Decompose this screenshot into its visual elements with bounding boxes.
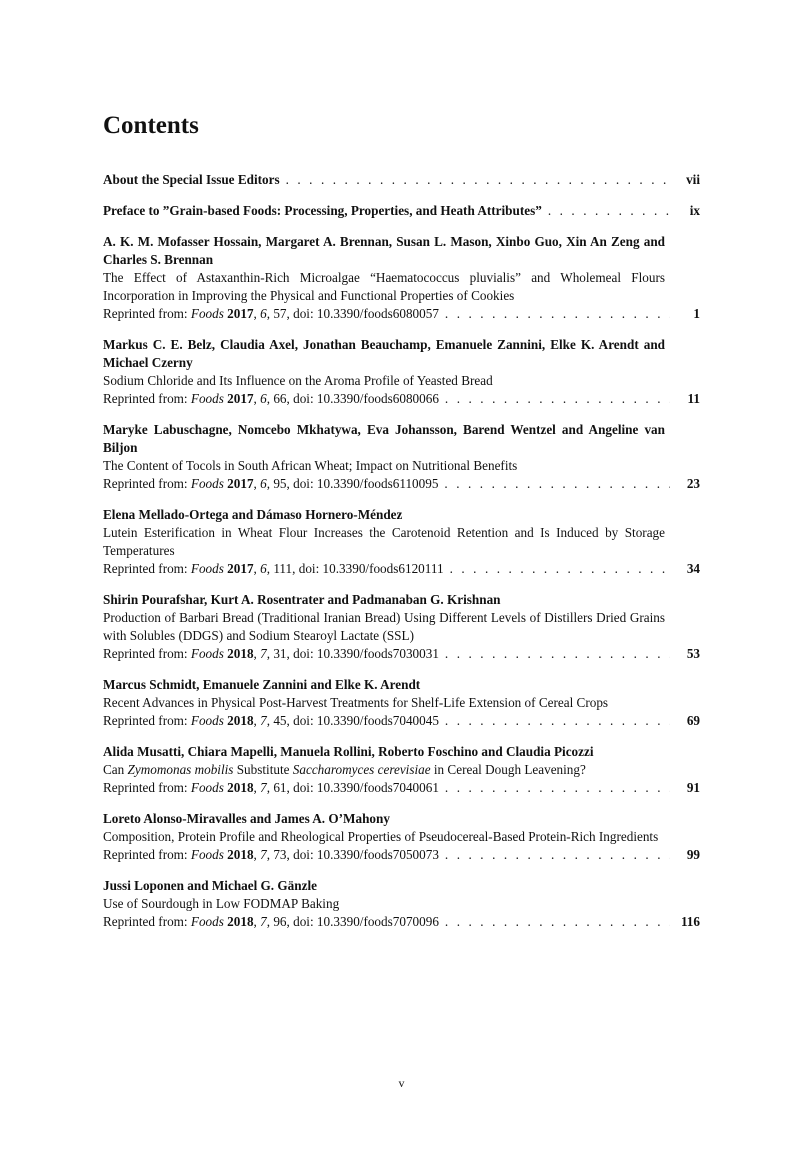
volume: 6 bbox=[260, 561, 267, 576]
dot-leader bbox=[286, 171, 670, 189]
dot-leader bbox=[445, 913, 670, 931]
doi: 10.3390/foods7070096 bbox=[316, 914, 439, 929]
page-footer-number: v bbox=[398, 1076, 405, 1090]
article-number: 61 bbox=[273, 780, 287, 795]
page-number: ix bbox=[689, 203, 700, 218]
journal-name: Foods bbox=[190, 713, 224, 728]
volume: 7 bbox=[260, 780, 267, 795]
year: 2017 bbox=[227, 561, 254, 576]
page-number: 116 bbox=[680, 914, 700, 929]
journal-name: Foods bbox=[190, 646, 224, 661]
journal-name: Foods bbox=[190, 561, 224, 576]
page-number: 23 bbox=[686, 476, 700, 491]
article-title: Sodium Chloride and Its Influence on the Aroma Profile of Yeasted Bread bbox=[103, 373, 493, 388]
citation: Reprinted from: Foods 2018, 7, 73, doi: 10.3390/foods7050073 bbox=[103, 847, 439, 862]
article-number: 73 bbox=[273, 847, 287, 862]
article-authors: Markus C. E. Belz, Claudia Axel, Jonathan Beauchamp, Emanuele Zannini, Elke K. Arendt and Michael Czerny bbox=[103, 337, 665, 370]
citation: Reprinted from: Foods 2017, 6, 57, doi: 10.3390/foods6080057 bbox=[103, 306, 439, 321]
reprint-line bbox=[103, 779, 700, 797]
article-title: The Content of Tocols in South African Wheat; Impact on Nutritional Benefits bbox=[103, 458, 518, 473]
doi: 10.3390/foods7040045 bbox=[316, 713, 439, 728]
journal-name: Foods bbox=[190, 476, 224, 491]
year: 2018 bbox=[227, 914, 254, 929]
article-list bbox=[103, 233, 700, 931]
article-number: 111 bbox=[273, 561, 293, 576]
year: 2017 bbox=[227, 476, 254, 491]
reprint-prefix: Reprinted from: bbox=[103, 914, 188, 929]
volume: 7 bbox=[260, 646, 267, 661]
reprint-prefix: Reprinted from: bbox=[103, 713, 188, 728]
journal-name: Foods bbox=[190, 847, 224, 862]
toc-entry-editors[interactable] bbox=[103, 171, 700, 189]
doi: 10.3390/foods6120111 bbox=[322, 561, 444, 576]
volume: 6 bbox=[260, 391, 267, 406]
journal-name: Foods bbox=[190, 914, 224, 929]
article-number: 57 bbox=[273, 306, 287, 321]
reprint-prefix: Reprinted from: bbox=[103, 646, 188, 661]
citation: Reprinted from: Foods 2018, 7, 96, doi: 10.3390/foods7070096 bbox=[103, 914, 439, 929]
citation: Reprinted from: Foods 2018, 7, 45, doi: 10.3390/foods7040045 bbox=[103, 713, 439, 728]
doi: 10.3390/foods6080066 bbox=[316, 391, 439, 406]
page-number: 69 bbox=[686, 713, 700, 728]
doi: 10.3390/foods6080057 bbox=[316, 306, 439, 321]
reprint-prefix: Reprinted from: bbox=[103, 476, 188, 491]
reprint-line bbox=[103, 560, 700, 578]
title-fragment: Can bbox=[103, 762, 128, 777]
dot-leader bbox=[450, 560, 670, 578]
journal-name: Foods bbox=[190, 780, 224, 795]
reprint-line bbox=[103, 645, 700, 663]
article-title: The Effect of Astaxanthin-Rich Microalgae “Haematococcus pluvialis” and Wholemeal Flours Incorporation in Improving the Physical and Functional Properties of Cookies bbox=[103, 270, 665, 303]
reprint-prefix: Reprinted from: bbox=[103, 391, 188, 406]
toc-entry-article[interactable] bbox=[103, 591, 700, 663]
doi: 10.3390/foods6110095 bbox=[316, 476, 439, 491]
volume: 6 bbox=[260, 476, 267, 491]
article-number: 96 bbox=[273, 914, 287, 929]
dot-leader bbox=[445, 779, 670, 797]
citation: Reprinted from: Foods 2018, 7, 31, doi: 10.3390/foods7030031 bbox=[103, 646, 439, 661]
reprint-line bbox=[103, 475, 700, 493]
volume: 7 bbox=[260, 847, 267, 862]
dot-leader bbox=[445, 305, 670, 323]
dot-leader bbox=[445, 712, 670, 730]
reprint-prefix: Reprinted from: bbox=[103, 780, 188, 795]
volume: 7 bbox=[260, 713, 267, 728]
page-number: 91 bbox=[686, 780, 700, 795]
volume: 7 bbox=[260, 914, 267, 929]
article-title: Production of Barbari Bread (Traditional Iranian Bread) Using Different Levels of Distillers Dried Grains with Solubles (DDGS) and Sodium Stearoyl Lactate (SSL) bbox=[103, 610, 665, 643]
title-fragment: in Cereal Dough Leavening? bbox=[430, 762, 586, 777]
page-number: 53 bbox=[686, 646, 700, 661]
toc-entry-article[interactable] bbox=[103, 676, 700, 730]
toc-line bbox=[103, 171, 700, 189]
year: 2018 bbox=[227, 780, 254, 795]
dot-leader bbox=[445, 846, 670, 864]
article-authors: Maryke Labuschagne, Nomcebo Mkhatywa, Eva Johansson, Barend Wentzel and Angeline van Biljon bbox=[103, 422, 665, 455]
toc-entry-article[interactable] bbox=[103, 810, 700, 864]
dot-leader bbox=[445, 390, 670, 408]
article-authors: Shirin Pourafshar, Kurt A. Rosentrater and Padmanaban G. Krishnan bbox=[103, 592, 501, 607]
article-authors: Loreto Alonso-Miravalles and James A. O’Mahony bbox=[103, 811, 390, 826]
year: 2018 bbox=[227, 847, 254, 862]
year: 2017 bbox=[227, 306, 254, 321]
reprint-line bbox=[103, 913, 700, 931]
reprint-prefix: Reprinted from: bbox=[103, 561, 188, 576]
toc-entry-article[interactable] bbox=[103, 506, 700, 578]
article-authors: Jussi Loponen and Michael G. Gänzle bbox=[103, 878, 317, 893]
table-of-contents bbox=[103, 171, 700, 931]
article-authors: Elena Mellado-Ortega and Dámaso Hornero-Méndez bbox=[103, 507, 403, 522]
article-number: 66 bbox=[273, 391, 287, 406]
reprint-line bbox=[103, 390, 700, 408]
page-number: 11 bbox=[687, 391, 700, 406]
article-authors: A. K. M. Mofasser Hossain, Margaret A. Brennan, Susan L. Mason, Xinbo Guo, Xin An Zeng and Charles S. Brennan bbox=[103, 234, 665, 267]
dot-leader bbox=[548, 202, 670, 220]
article-title: Recent Advances in Physical Post-Harvest Treatments for Shelf-Life Extension of Cereal Crops bbox=[103, 695, 609, 710]
article-number: 95 bbox=[273, 476, 287, 491]
article-title: Composition, Protein Profile and Rheological Properties of Pseudocereal-Based Protein-Rich Ingredients bbox=[103, 829, 659, 844]
reprint-prefix: Reprinted from: bbox=[103, 306, 188, 321]
volume: 6 bbox=[260, 306, 267, 321]
species-name: Zymomonas mobilis bbox=[127, 762, 234, 777]
doi: 10.3390/foods7050073 bbox=[316, 847, 439, 862]
article-number: 45 bbox=[273, 713, 287, 728]
doi: 10.3390/foods7030031 bbox=[316, 646, 439, 661]
toc-entry-preface[interactable] bbox=[103, 202, 700, 220]
reprint-line bbox=[103, 712, 700, 730]
toc-entry-article[interactable] bbox=[103, 336, 700, 408]
citation: Reprinted from: Foods 2017, 6, 66, doi: 10.3390/foods6080066 bbox=[103, 391, 439, 406]
doi: 10.3390/foods7040061 bbox=[316, 780, 439, 795]
page-number: 34 bbox=[686, 561, 700, 576]
entry-title: About the Special Issue Editors bbox=[103, 172, 280, 187]
title-fragment: Substitute bbox=[233, 762, 293, 777]
species-name: Saccharomyces cerevisiae bbox=[292, 762, 431, 777]
article-authors: Alida Musatti, Chiara Mapelli, Manuela Rollini, Roberto Foschino and Claudia Picozzi bbox=[103, 744, 594, 759]
citation: Reprinted from: Foods 2017, 6, 111, doi: 10.3390/foods6120111 bbox=[103, 561, 444, 576]
page-title: Contents bbox=[103, 112, 199, 139]
article-title bbox=[103, 761, 665, 779]
journal-name: Foods bbox=[190, 391, 224, 406]
citation: Reprinted from: Foods 2017, 6, 95, doi: 10.3390/foods6110095 bbox=[103, 476, 439, 491]
toc-entry-article[interactable] bbox=[103, 421, 700, 493]
toc-entry-article[interactable] bbox=[103, 877, 700, 931]
article-number: 31 bbox=[273, 646, 287, 661]
article-authors: Marcus Schmidt, Emanuele Zannini and Elke K. Arendt bbox=[103, 677, 421, 692]
dot-leader bbox=[444, 475, 670, 493]
journal-name: Foods bbox=[190, 306, 224, 321]
dot-leader bbox=[445, 645, 670, 663]
year: 2018 bbox=[227, 646, 254, 661]
reprint-line bbox=[103, 846, 700, 864]
citation: Reprinted from: Foods 2018, 7, 61, doi: 10.3390/foods7040061 bbox=[103, 780, 439, 795]
page-number: 99 bbox=[686, 847, 700, 862]
toc-entry-article[interactable] bbox=[103, 743, 700, 797]
page-number: vii bbox=[686, 172, 700, 187]
entry-title: Preface to ”Grain-based Foods: Processing, Properties, and Heath Attributes” bbox=[103, 203, 542, 218]
article-title: Lutein Esterification in Wheat Flour Increases the Carotenoid Retention and Is Induced by Storage Temperatures bbox=[103, 525, 665, 558]
year: 2017 bbox=[227, 391, 254, 406]
reprint-prefix: Reprinted from: bbox=[103, 847, 188, 862]
toc-entry-article[interactable] bbox=[103, 233, 700, 323]
year: 2018 bbox=[227, 713, 254, 728]
toc-line bbox=[103, 202, 700, 220]
article-title: Use of Sourdough in Low FODMAP Baking bbox=[103, 896, 340, 911]
reprint-line bbox=[103, 305, 700, 323]
page-number: 1 bbox=[693, 306, 700, 321]
